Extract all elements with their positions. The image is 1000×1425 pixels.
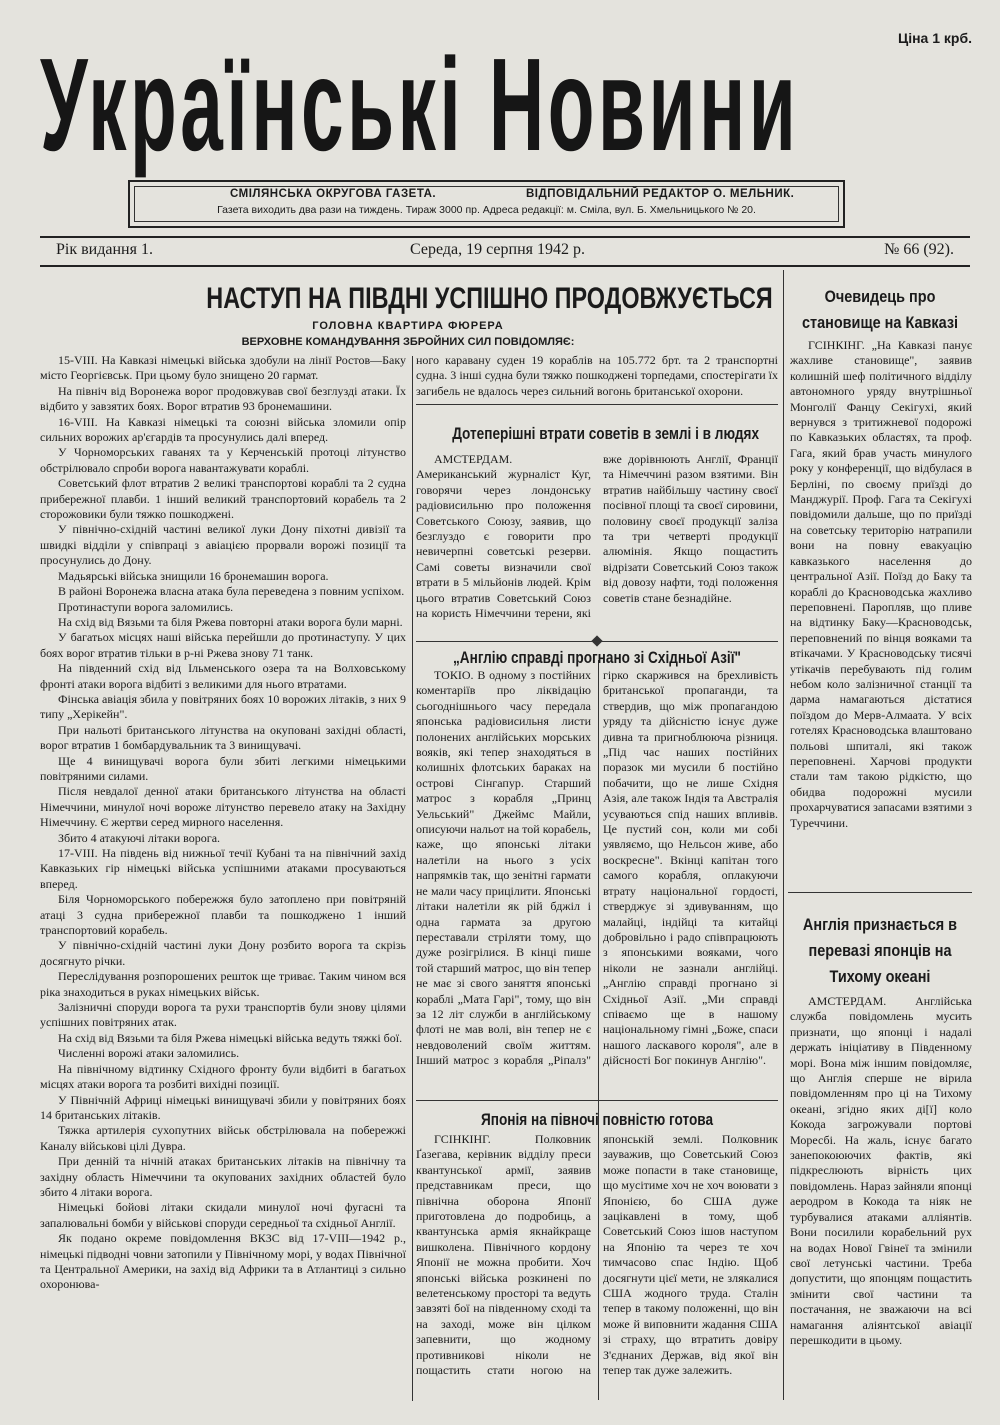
section-rule: [416, 1100, 778, 1101]
asia-paragraphs: [416, 668, 778, 1069]
dateline-date: Середа, 19 серпня 1942 р.: [410, 241, 585, 258]
dateline: [40, 241, 970, 263]
article-paragraph: В районі Воронежа власна атака була переведена з повним успіхом.: [58, 584, 405, 599]
article-paragraph: ТОКІО. В одному з постійних коментаріїв про ліквідацію сьогоднішнього часу передала японська радіовисильня листи полонених англійських морських вояків, які тепер знаходяться в колишніх флотських бараках на острові Сінгапур. Старший матрос з корабля „Принц Уельський" Джеймс Майли, описуючи нальот на той корабель, каже, що японські літаки налетіли на нього з усіх напрямків так, що зенітні гармати не мали часу прицілити. Японські літаки налетіли як рій бджіл і одна гармата за другою переставали стріляти тому, що дуже розігрілися. В кінці пише той старший матрос, що він тепер не має зі свого заняття японські кораблі „Мата Гарі", тому, що він за 12 літ служби в англійському флоті не мав волі, він тепер не є невдоволений своїм життям. Інший матрос з корабля „Ріпалз" гірко скаржився на брехливість британської пропаганди, та ствердив, що між пропагандою уряду та дійсністю існує дуже дивна та пригноблююча різниця. „Під час наших постійних поразок ми мусили б постійно побачити, що не лише Східня Азія, але також Індія та Австралія усуваються спід наших впливів. Це пустий сон, коли ми собі уявляємо, що Нельсон живе, або воскресне". Вкінці капітан того самого корабля, оплакуючи втрату національної гордості, стверджує зі здивуванням, що малайці, індійці та китайці добровільно і радо співпрацюють з японськими вояками, чого ніколи не зазнали англійці. „Англію справді прогнано зі Східньої Азії. „Ми справді співаємо ще в нашому національному гімні „Боже, спаси нашого ласкавого короля", але в дійсності Бог покинув Англію".: [416, 668, 778, 1068]
section-rule: [416, 404, 778, 405]
price-label: Ціна 1 крб.: [897, 30, 972, 46]
article-paragraph: АМСТЕРДАМ. Американський журналіст Куг, говорячи через лондонську радіовисильню про положення Советського Союзу, заявив, що безглуздо є говорити про невичерпні советські резерви. Самі советы визначили свої втрати в 5 мільйонів людей. Крім цього втратив Советський Союз на користь Німеччини терени, які вже дорівнюють Англії, Франції та Німеччині разом взятими. Він втратив найбільшу частину своєї посівної площі та своєї сировини, половину своєї продукції заліза та три четверті продукції алюмінія. Якщо пощастить відрізати Советський Союз також від довозу нафти, тоді положення советів стане безнадійне.: [416, 452, 778, 621]
article-paragraph: У багатьох місцях наші війська перейшли до протинаступу. У цих боях ворог втратив тільки в р-ні Ржева знову 71 танк.: [40, 630, 406, 660]
article-paragraph: АМСТЕРДАМ. Англійська служба повідомлень мусить признати, що японці і надалі держать ініціативу в Південному морі. Вона між іншим повідомляє, що Англія сперше не вірила повідомленням про ці на Тихому океані, згідно яких ді[ї] коло Кокода загрожували портові Моресбі. На жаль, існує багато занепокоюючих фактів, які підкреслюють вірність цих повідомлень. Нараз зайняли японці аеродром в Кокода та ніяк не турбувалися атаками алліянтів. Вони посилили корабельний рух на водах Нової Гвінеї та змінили свої летунські частини. Треба допустити, що японцям пощастить змінити свої частини та постачання, не зважаючи на всі намагання аліянтської авіації перешкодити в цьому.: [790, 994, 972, 1347]
article-paragraph: Численні ворожі атаки заломились.: [58, 1046, 240, 1061]
article-paragraph: У північно-східній частині луки Дону розбито ворога та скрізь досягнуто річки.: [40, 938, 406, 968]
lead-article-continuation: [416, 353, 778, 399]
column-rule-3: [783, 270, 784, 1400]
info-subtitle-left: СМІЛЯНСЬКА ОКРУГОВА ГАЗЕТА.: [230, 188, 437, 200]
article-paragraph: Мадьярські війська знищили 16 бронемашин ворога.: [58, 568, 329, 583]
article-paragraph: 16-VIII. На Кавказі німецькі та союзні війська зломили опір сильних ворожих ар'єгардів та просунулись далі вперед.: [40, 414, 406, 445]
lead-subhead-2: ВЕРХОВНЕ КОМАНДУВАННЯ ЗБРОЙНИХ СИЛ ПОВІДОМЛЯЄ:: [241, 336, 575, 348]
dateline-issue: № 66 (92).: [884, 241, 954, 258]
england-paragraphs: [790, 994, 972, 1348]
article-paragraph: Протинаступи ворога заломились.: [58, 599, 234, 614]
article-paragraph: Збито 4 атакуючі літаки ворога.: [58, 830, 221, 845]
article-paragraph: На схід від Вязьми та біля Ржева повторні атаки ворога були марні.: [58, 614, 403, 629]
eyewitness-headline: Очевидець про становище на Кавказі: [801, 287, 959, 332]
article-paragraph: Фінська авіація збила у повітряних боях 10 ворожих літаків, з них 9 типу „Херікейн".: [40, 691, 406, 722]
asia-article-body: [416, 668, 778, 1093]
lead-headline: НАСТУП НА ПІВДНІ УСПІШНО ПРОДОВЖУЄТЬСЯ: [206, 282, 773, 315]
article-paragraph: У північно-східній частині великої луки Дону піхотні дивізії та швидкі відділи у співпраці з авіацією прорвали ворожі позиції та просунулись до Дону.: [40, 522, 406, 568]
article-paragraph: Німецькі бойові літаки скидали минулої ночі фугасні та запалювальні бомби у військові споруди середньої та східньої Англії.: [40, 1200, 406, 1230]
japan-north-headline: Японія на півночі повністю готова: [480, 1110, 714, 1129]
lead-subhead-1: ГОЛОВНА КВАРТИРА ФЮРЕРА: [312, 320, 504, 332]
losses-paragraphs: [416, 452, 778, 621]
article-paragraph: ГСІНКІНГ. „На Кавказі панує жахливе становище", заявив колишній шеф політичного відділу автономного уряду внутрішньої Монголії Фанцу Секігухі, який вернувся з тритижневої подорожі по Кавказьких областях, та проф. Гага, який брав участь минулого року у конференції, що відбулася в Берліні, по своєму приїзді до Манджурії. Проф. Гага та Секігухі повідомили дальше, що по приїзді на советську територію натрапили вони на повну евакуацію кавказького населення до центральної Азії. Поїзд до Баку та кораблі до Красноводська жахливо переповнені. Паропляв, що пливе на відтинку Баку—Красноводськ, переповнений по вінця вояками та втікачами. У Красноводську тисячі утікачів перебувають під голим небом коло залізничної станції та дарма намагаються дістатися поїздом до Мерв-Алмаата. У всіх готелях Красноводська влаштовано польові шпиталі, які також переповнені. Харчові продукти стали там такою рідкістю, що обидва подорожні мусили прохарчуватися запасами взятими з Туреччини.: [790, 338, 972, 830]
info-line-2: Газета виходить два рази на тиждень. Тираж 3000 пр. Адреса редакції: м. Сміла, вул. Б. Хмельницького № 20.: [217, 204, 756, 216]
asia-headline: „Англію справді прогнано зі Східньої Азії": [453, 648, 741, 667]
lead-paragraphs: [40, 353, 406, 1293]
column-rule-1: [412, 356, 413, 1401]
section-ornament: [416, 637, 778, 645]
eyewitness-article-body: [790, 338, 972, 888]
losses-article-body: [416, 452, 778, 632]
japan-north-paragraphs: [416, 1132, 778, 1379]
article-paragraph: 17-VIII. На південь від нижньої течії Кубані та на північний захід Кавказьких гір німецькі війська успішними атаками просуваються вперед.: [40, 846, 406, 891]
masthead-info-box: [128, 180, 845, 228]
dateline-bottom-rule: [40, 265, 970, 267]
article-paragraph: Советський флот втратив 2 великі транспортові кораблі та 2 судна прибережної плавби. 1 інший великий транспортовий корабель та 2 сторожовики були тяжко пошкоджені.: [40, 476, 406, 522]
article-paragraph: При нальоті британського літунства на окуповані західні області, ворог втратив 1 бомбардувальник та 3 винищувачі.: [40, 722, 406, 753]
article-paragraph: Після невдалої денної атаки британського літунства на області Німеччини, минулої ночі вороже літунство перевело атаку на Західну Німеччину. Є жертви серед мирного населення.: [40, 784, 406, 830]
article-paragraph: На південний схід від Ільменського озера та на Волховському фронті атаки ворога відбиті з великими для нього втратами.: [40, 661, 406, 691]
article-paragraph: На північ від Воронежа ворог продовжував свої безглузді атаки. Їх відбито у завзятих боях. Ворог втратив 93 бронемашини.: [40, 383, 406, 414]
article-paragraph: У Північній Африці німецькі винищувачі збили у повітряних боях 14 британських літаків.: [40, 1092, 406, 1122]
masthead-title: Українські Новини: [40, 31, 800, 178]
lead-article-body: [40, 353, 406, 1403]
article-paragraph: Переслідування розпорошених решток ще триває. Таким чином вся ріка знаходиться в руках німецьких військ.: [40, 969, 406, 999]
article-paragraph: Ще 4 винищувачі ворога були збиті легкими німецькими повітряними силами.: [40, 753, 406, 783]
article-paragraph: ГСІНКІНГ. Полковник Ґазегава, керівник відділу преси квантунської армії, заявив представникам преси, що північна оборона Японії приготовлена до подробиць, а квантунська армія якнайкраще вишколена. Північного кордону Японії не можна пробити. Хоч японські війська розкинені по велетенському просторі та ведуть завзяті бої на південному сході та на заході, може він цілком запевнити, що жодному противникові ніколи не пощастить стати ногою на японській землі. Полковник зауважив, що Советський Союз може попасти в таке становище, що мусітиме хоч не хоч воювати з Японією, бо США дуже зацікавлені в тому, щоб Советський Союз ішов наступом на Японію та через те хоч тимчасово спас Індію. Щоб досягнути цієї мети, не злякалися США жодного труда. Сталін тепер в такому положенні, що він може й виповнити жадання США зі страху, що втратить довіру З'єднаних Держав, від якої він тепер так дуже залежить.: [416, 1132, 778, 1378]
article-paragraph: На схід від Вязьми та біля Ржева німецькі війська ведуть тяжкі бої.: [58, 1030, 403, 1045]
article-paragraph: Залізничні споруди ворога та рухи транспортів були знову цілями успішних повітряних атак.: [40, 1000, 406, 1030]
dateline-top-rule: [40, 236, 970, 238]
section-rule: [788, 892, 972, 893]
losses-headline: Дотеперішні втрати советів в землі і в людях: [452, 424, 760, 443]
lead-continuation-text: ного каравану суден 19 кораблів на 105.772 брт. та 2 транспортні судна. 3 інші судна були тяжко пошкоджені торпедами, спостерігати їх загибель не вдалось через сильний вогонь британської охорони.: [416, 353, 778, 398]
england-headline: Англія признається в перевазі японців на Тихому океані: [802, 915, 958, 986]
article-paragraph: Тяжка артилерія сухопутних військ обстрілювала на побережжі Каналу військові цілі Дувра.: [40, 1123, 406, 1153]
eyewitness-paragraphs: [790, 338, 972, 831]
japan-north-article-body: [416, 1132, 778, 1402]
england-article-body: [790, 994, 972, 1402]
article-paragraph: При денній та нічній атаках британських літаків на північну та західну область Німеччини та окупованих західних областей було збито 4 літаки ворога.: [40, 1154, 406, 1199]
article-paragraph: У Чорноморських гаванях та у Керченській протоці літунство обстрілювало спроби ворога навантажувати кораблі.: [40, 445, 406, 475]
info-subtitle-right: ВІДПОВІДАЛЬНИЙ РЕДАКТОР О. МЕЛЬНИК.: [526, 188, 795, 200]
article-paragraph: 15-VIII. На Кавказі німецькі війська здобули на лінії Ростов—Баку місто Георгієвськ. При цьому було знищено 20 гармат.: [40, 353, 406, 383]
article-paragraph: Як подано окреме повідомлення ВКЗС від 17-VIII—1942 р., німецькі підводні човни затопили у Північному морі, у водах Північної та Центральної Америки, на захід від Африки та в Атлантиці з сильно охоронюва-: [40, 1231, 406, 1292]
article-paragraph: Біля Чорноморського побережжя було затоплено при повітряній атаці 3 судна прибережної плавби та пошкоджено 1 інший транспортовий корабель.: [40, 892, 406, 938]
article-paragraph: На північному відтинку Східного фронту були відбиті в багатьох місцях атаки ворога та розбиті вихідні позиції.: [40, 1061, 406, 1092]
dateline-year: Рік видання 1.: [56, 241, 153, 258]
